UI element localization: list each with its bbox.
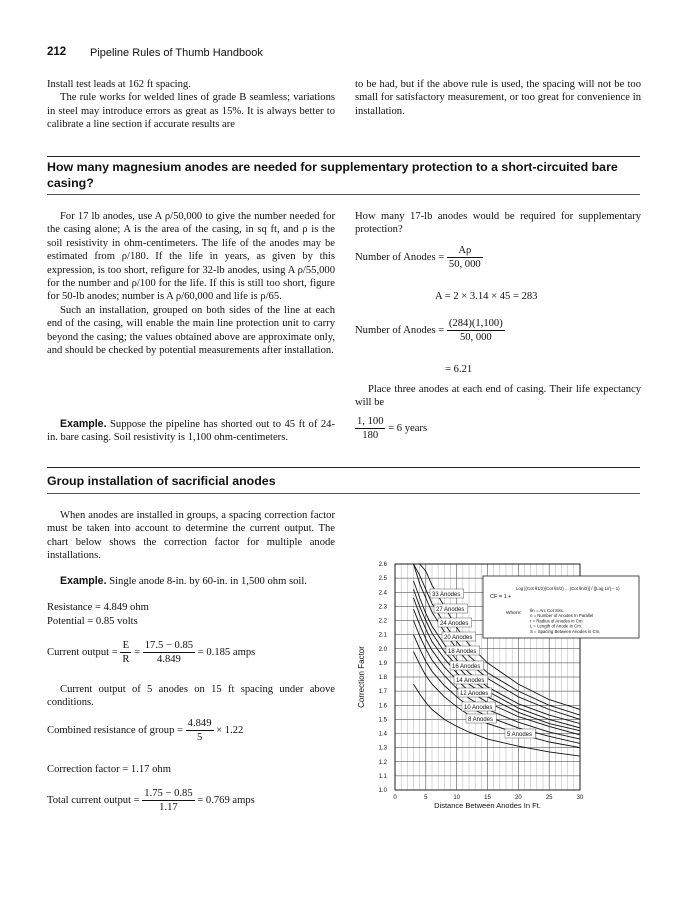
y-tick-label: 2.2 [378,618,387,625]
legend-definition: n = Number of Anodes In Parallel [530,613,594,619]
eq5-numerator: 1, 100 [357,416,384,427]
eq3-numerator: (284)(1,100) [448,318,503,329]
chart-svg [340,558,645,818]
legend-definition: θn = Arc Cot S/nL [530,608,564,613]
legend-formula-left: CF = 1 + [490,594,512,600]
right-p2-text: Place three anodes at each end of casing. Their life expectancy will be [355,384,641,409]
co-f1-num: E [120,639,131,653]
section1-example-text: Suppose the pipeline has shorted out to 45 ft of 24-in. bare casing. Soil resistivity is 1,100 ohm-centimeters. [47,419,335,444]
book-title: Pipeline Rules of Thumb Handbook [90,47,263,59]
y-tick-label: 1.0 [378,788,387,794]
section1-example-label: Example. [60,418,107,430]
equation-3 [355,317,505,344]
y-tick-label: 1.3 [378,745,387,752]
x-tick-label: 30 [576,795,584,801]
section2-p1: When anodes are installed in groups, a spacing correction factor must be taken into account to determine the current output. The chart below shows the correction factor for multiple anode installations. [47,510,335,562]
x-tick-label: 0 [393,795,397,801]
eq1-denominator: 50, 000 [448,259,481,270]
section2-example-label: Example. [60,575,107,587]
y-tick-label: 2.1 [378,632,387,639]
co-rhs: = 0.185 amps [197,646,256,658]
co-fraction-2 [143,639,195,666]
section1-right-p2 [355,383,641,410]
y-tick-label: 2.4 [378,590,387,597]
curve-label: 18 Anodes [448,649,477,655]
y-tick-label: 2.0 [378,646,387,653]
curve-label: 10 Anodes [464,705,493,711]
eq5-fraction [355,415,385,442]
curve-label: 27 Anodes [436,607,465,613]
intro-left-column [47,78,335,132]
tc-den: 1.17 [159,802,178,813]
co-lhs: Current output = [47,646,118,658]
co-f1-den: R [122,654,130,665]
cr-rhs: × 1.22 [216,724,244,736]
intro-left-p2: The rule works for welded lines of grade B seamless; variations in steel may introduce errors as great as 15%. It is always better to calibrate a line section if accurate results are [47,92,335,131]
section2-title: Group installation of sacrificial anodes [47,474,276,488]
y-tick-label: 2.5 [378,576,387,583]
eq3-fraction [447,317,505,344]
section1-top-rule [47,156,640,157]
co-f2-den: 4.849 [157,654,181,665]
section1-bottom-rule [47,194,640,195]
co-f2-num: 17.5 − 0.85 [144,640,194,651]
legend-definition: L = Length of Anode in Cm. [530,623,583,629]
y-tick-label: 2.3 [378,604,387,611]
x-tick-label: 25 [545,795,553,801]
y-tick-label: 1.1 [378,773,387,780]
section1-right-question [355,210,641,237]
section1-left-column [47,210,335,357]
tc-lhs: Total current output = [47,794,140,806]
co-fraction-1 [120,639,131,666]
y-tick-label: 1.2 [378,759,387,766]
resistance-line: Resistance = 4.849 ohm [47,602,149,613]
combined-resistance-equation [47,717,243,744]
section2-top-rule [47,467,640,468]
intro-left-p1: Install test leads at 162 ft spacing. [47,79,191,90]
section2-bottom-rule [47,493,640,494]
y-tick-label: 2.6 [378,562,387,568]
x-tick-label: 10 [453,795,461,801]
eq3-lhs: Number of Anodes = [355,324,445,336]
curve-label: 5 Anodes [507,732,533,738]
cr-lhs: Combined resistance of group = [47,724,184,736]
y-tick-label: 1.9 [378,660,387,667]
x-tick-label: 5 [424,795,428,801]
curve-label: 8 Anodes [468,717,494,723]
x-axis-label: Distance Between Anodes In Ft. [434,801,541,810]
section2-intro [47,509,335,563]
correction-factor-chart [340,558,645,818]
legend-formula-body: Log [(Cot θ1/2)(Cot θ2/2) ... (Cot θn/2)] / ([Log L/r] − 1) [516,586,620,591]
eq3-denominator: 50, 000 [459,332,492,343]
cr-den: 5 [196,732,203,743]
section1-left-p2: Such an installation, grouped on both sides of the line at each end of the casing, will enable the main line protection unit to carry beyond the casing; the values obtained above are approximate only, and should be checked by potential measurements after installation. [47,304,335,357]
y-tick-label: 1.6 [378,703,387,710]
intro-right-column [355,78,641,118]
section1-left-p1: For 17 lb anodes, use A ρ/50,000 to give the number needed for the casing alone; A is the area of the casing, in sq ft, and ρ is the soil resistivity in ohm-centimeters. The life of the anodes may be estimated from ρ/180. If the life in years, as given by this expression, is too short, refigure for 32-lb anodes, using A ρ/55,000 for the number and ρ/100 for the life. If this is still too short, figure for 50-lb anodes; number is A ρ/60,000 and life is ρ/65. [47,211,335,303]
intro-right-p1: to be had, but if the above rule is used, the spacing will not be too small for satisfactory measurement, or too great for convenience in installation. [355,79,641,117]
y-tick-label: 1.4 [378,731,387,738]
equation-2: A = 2 × 3.14 × 45 = 283 [435,291,538,302]
y-tick-label: 1.7 [378,689,387,696]
y-axis-label: Correction Factor [357,646,366,708]
section2-p2-text: Current output of 5 anodes on 15 ft spacing under above conditions. [47,684,335,709]
tc-rhs: = 0.769 amps [197,794,255,806]
legend-definition: S = Spacing Between Anodes in Cm. [530,628,601,634]
cr-num: 4.849 [187,718,212,729]
legend-definition: r = Radius of Anodes in Cm. [530,618,584,624]
x-tick-label: 20 [514,795,522,801]
curve-label: 14 Anodes [456,678,485,684]
y-tick-label: 1.8 [378,675,387,681]
tc-fraction [142,787,194,814]
page-number: 212 [47,46,67,58]
curve-label: 33 Anodes [432,592,461,598]
curve-label: 24 Anodes [440,621,469,627]
equation-4: = 6.21 [445,364,473,375]
equation-1 [355,244,483,271]
y-tick-label: 1.5 [378,717,387,724]
section2-example-text: Single anode 8-in. by 60-in. in 1,500 ohm soil. [109,576,307,587]
right-question-text: How many 17-lb anodes would be required for supplementary protection? [355,211,641,236]
total-current-equation [47,787,255,814]
eq1-numerator: Aρ [447,244,483,258]
current-output-equation [47,639,255,666]
x-tick-label: 15 [484,795,491,801]
eq1-fraction [447,244,483,271]
co-equals: = [134,646,141,658]
section2-p2 [47,683,335,710]
cr-fraction [186,717,214,744]
eq1-lhs: Number of Anodes = [355,251,445,263]
correction-factor-line: Correction factor = 1.17 ohm [47,764,171,775]
potential-line: Potential = 0.85 volts [47,616,138,627]
equation-5 [355,415,427,442]
eq5-rhs: = 6 years [388,422,428,434]
section1-title: How many magnesium anodes are needed for supplementary protection to a short-circuited bare casing? [47,160,618,190]
legend-where: Where: [506,611,522,616]
section1-example [47,418,335,445]
curve-label: 12 Anodes [460,691,489,697]
eq5-denominator: 180 [362,430,379,441]
section2-example [47,575,335,588]
tc-num: 1.75 − 0.85 [144,788,193,799]
curve-label: 20 Anodes [444,635,473,641]
curve-label: 16 Anodes [452,664,481,670]
